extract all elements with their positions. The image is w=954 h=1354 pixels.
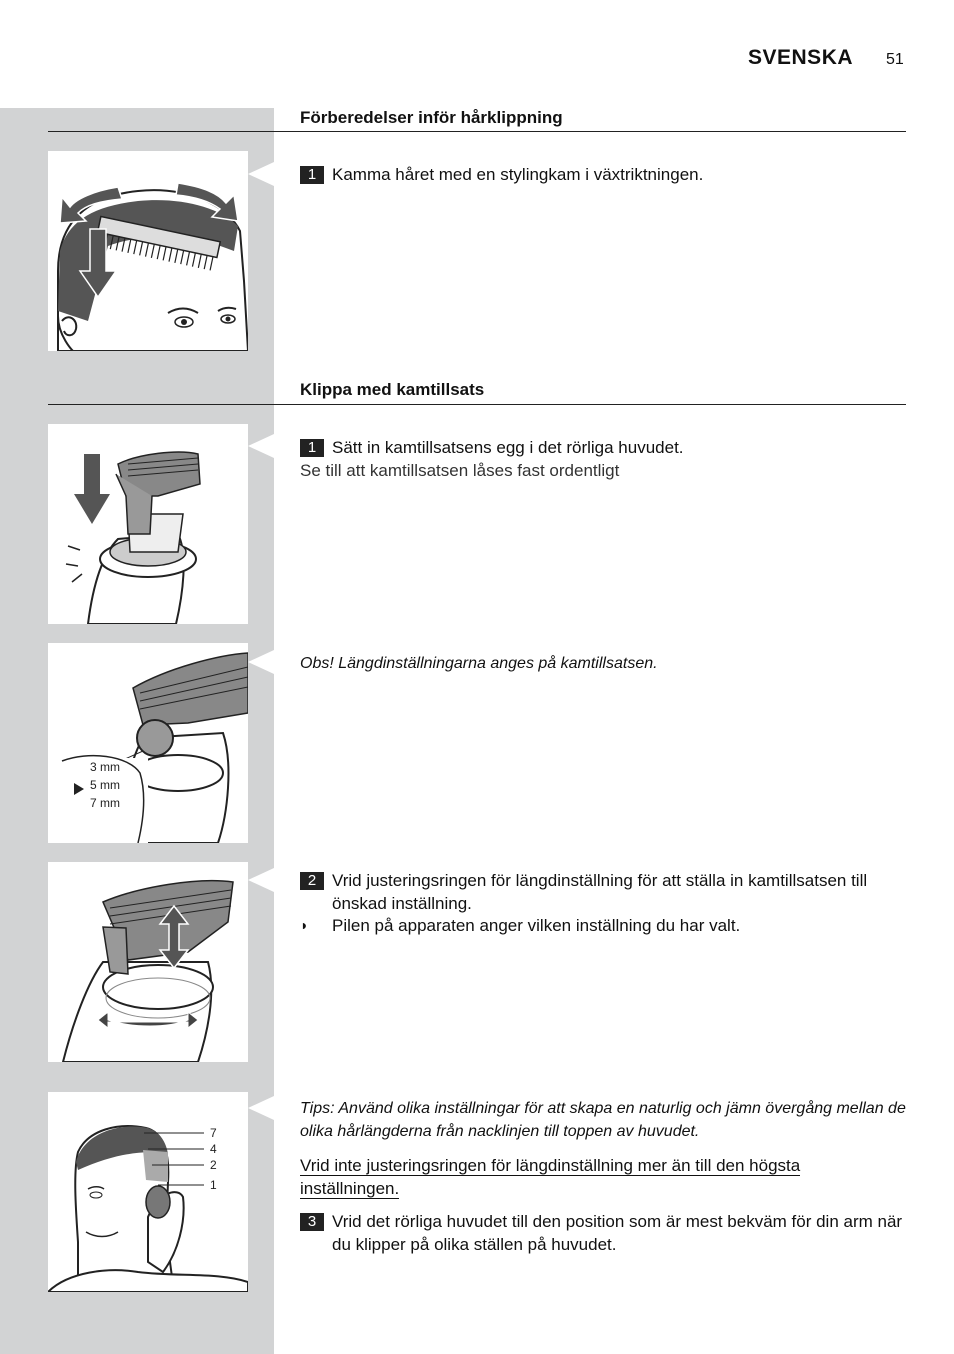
page-number: 51 xyxy=(886,51,904,68)
length-note: Obs! Längdinställningarna anges på kamtillsatsen. xyxy=(300,655,658,672)
section-rule xyxy=(48,404,906,405)
section-title-comb-attachment: Klippa med kamtillsats xyxy=(300,380,485,399)
step-number: 1 xyxy=(300,439,324,457)
panel-pointer xyxy=(248,650,274,674)
bullet-icon: ◗ xyxy=(300,917,309,933)
bullet-text: Pilen på apparaten anger vilken inställning du har valt. xyxy=(332,916,741,935)
step-number: 2 xyxy=(300,872,324,890)
step-text: Vrid justeringsringen för längdinställning för att ställa in kamtillsatsen till önskad inställning. xyxy=(332,871,868,913)
zone-number: 1 xyxy=(210,1178,217,1192)
figure-head-zones xyxy=(48,1092,248,1292)
comb-step-2 xyxy=(300,869,906,915)
panel-pointer xyxy=(248,1096,274,1120)
length-label: 5 mm xyxy=(90,778,120,792)
figure-adjustment-ring xyxy=(48,862,248,1062)
step-text: Vrid det rörliga huvudet till den position som är mest bekväm för din arm när du klipper på olika ställen på huvudet. xyxy=(332,1212,903,1254)
comb-step-3 xyxy=(300,1210,906,1256)
step-number: 1 xyxy=(300,166,324,184)
section-title-preparation: Förberedelser inför hårklippning xyxy=(300,108,563,127)
length-label: 3 mm xyxy=(90,760,120,774)
indicator-bullet xyxy=(300,914,906,937)
step-text: Sätt in kamtillsatsens egg i det rörliga huvudet. xyxy=(332,438,684,457)
figure-length-settings xyxy=(48,643,248,843)
tip-text: Tips: Använd olika inställningar för att skapa en naturlig och jämn övergång mellan de olika hårlängderna från nacklinjen till toppen av huvudet. xyxy=(300,1100,906,1140)
comb-step-1 xyxy=(300,436,906,459)
panel-pointer xyxy=(248,162,274,186)
warning-underlined: Vrid inte justeringsringen för längdinställning mer än till den högsta inställningen. xyxy=(300,1156,801,1198)
step-number: 3 xyxy=(300,1213,324,1231)
panel-pointer xyxy=(248,868,274,892)
zone-number: 4 xyxy=(210,1142,217,1156)
length-label: 7 mm xyxy=(90,796,120,810)
warning-text xyxy=(300,1154,860,1200)
zone-number: 2 xyxy=(210,1158,217,1172)
section-rule xyxy=(48,131,906,132)
figure-comb-hair xyxy=(48,151,248,351)
prep-step-1 xyxy=(300,163,906,186)
language-header: SVENSKA xyxy=(748,46,854,69)
step-text: Kamma håret med en stylingkam i växtriktningen. xyxy=(332,165,704,184)
comb-step-1-subtext: Se till att kamtillsatsen låses fast ordentligt xyxy=(300,461,620,480)
panel-pointer xyxy=(248,434,274,458)
zone-number: 7 xyxy=(210,1126,217,1140)
figure-attach-comb xyxy=(48,424,248,624)
